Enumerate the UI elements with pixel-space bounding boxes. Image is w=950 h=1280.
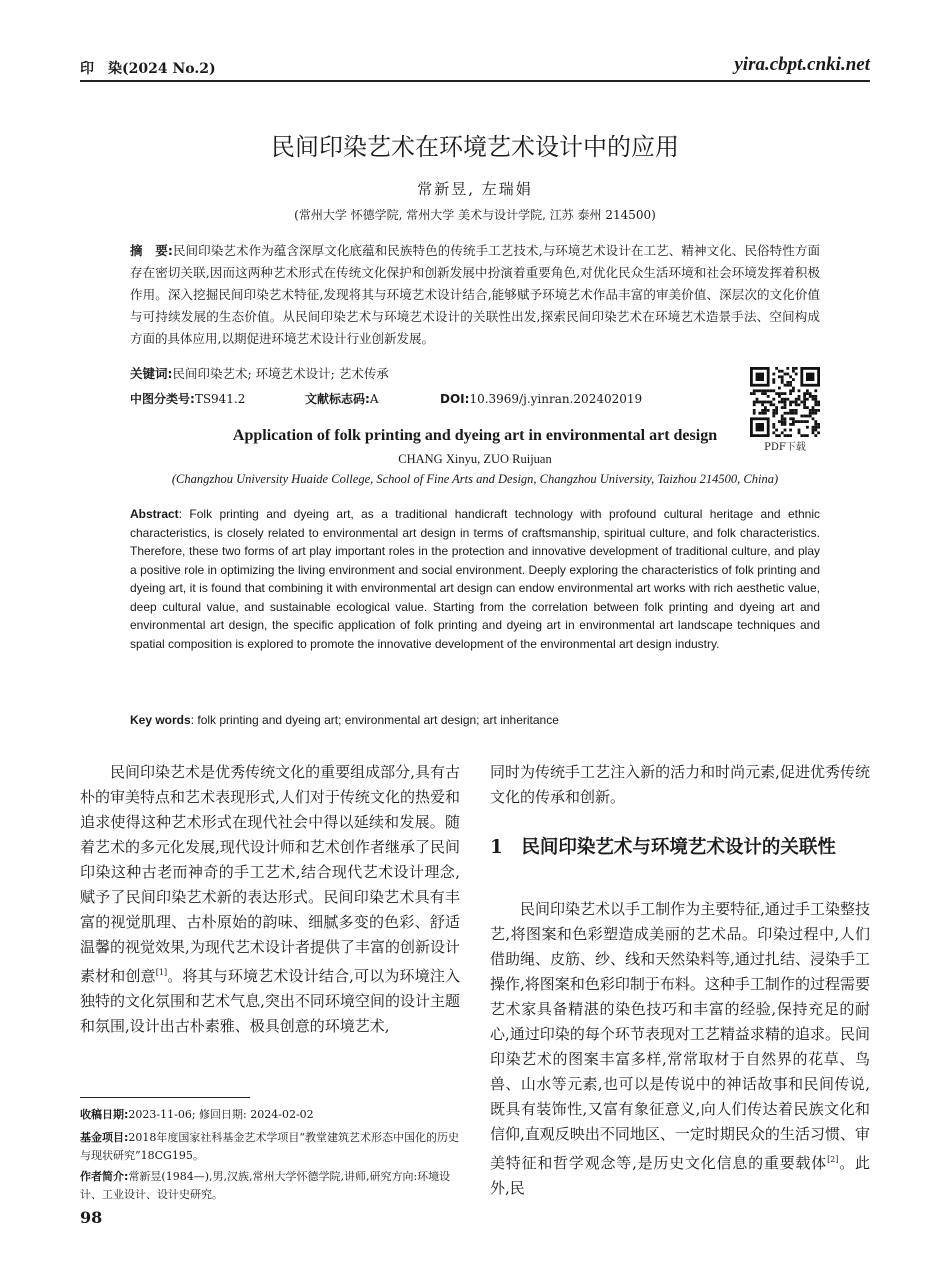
abstract-chinese-text: 民间印染艺术作为蕴含深厚文化底蕴和民族特色的传统手工艺技术,与环境艺术设计在工艺、精神文化、民俗特性方面存在密切关联,因而这两种艺术形式在传统文化保护和创新发展中扮演着重要角色,对优化民众生活环境和社会环境发挥着积极作用。深入挖掘民间印染艺术特征,发现将其与环境艺术设计结合,能够赋予环境艺术作品丰富的审美价值、深层次的文化价值与可持续发展的生态价值。从民间印染艺术与环境艺术设计的关联性出发,探索民间印染艺术在环境艺术造景手法、空间构成方面的具体应用,以期促进环境艺术设计行业创新发展。	[130, 243, 820, 346]
affiliation-english: (Changzhou University Huaide College, School of Fine Arts and Design, Changzhou University, Taizhou 214500, China)	[171, 472, 779, 486]
fund-label: 基金项目:	[80, 1131, 129, 1144]
citation-2[interactable]: [2]	[827, 1155, 839, 1164]
section-heading-1: 1 民间印染艺术与环境艺术设计的关联性	[490, 837, 836, 858]
doc-code-value: A	[369, 392, 379, 406]
footnote-rule	[80, 1097, 250, 1098]
affiliation-chinese: (常州大学 怀德学院, 常州大学 美术与设计学院, 江苏 泰州 214500)	[294, 208, 656, 222]
doi-label: DOI:	[440, 392, 470, 406]
header-rule	[80, 80, 870, 82]
abstract-chinese-label: 摘 要:	[130, 243, 173, 258]
abstract-english-label: Abstract	[130, 507, 179, 521]
citation-1[interactable]: [1]	[155, 968, 168, 977]
footnote-author	[80, 1168, 460, 1204]
intro-text-a: 民间印染艺术是优秀传统文化的重要组成部分,具有古朴的审美特点和艺术表现形式,人们对于传统文化的热爱和追求使得这种艺术形式在现代社会中得以延续和发展。随着艺术的多元化发展,现代设计师和艺术创作者继承了民间印染这种古老而神奇的手工艺术,结合现代艺术设计理念,赋予了民间印染艺术新的表达形式。民间印染艺术具有丰富的视觉肌理、古朴原始的韵味、细腻多变的色彩、舒适温馨的视觉效果,为现代艺术设计者提供了丰富的创新设计素材和创意	[80, 763, 460, 985]
journal-website[interactable]: yira.cbpt.cnki.net	[734, 54, 870, 75]
received-value: 2023-11-06; 修回日期: 2024-02-02	[128, 1108, 314, 1121]
footnote-fund	[80, 1129, 460, 1165]
author-bio-value: 常新昱(1984—),男,汉族,常州大学怀德学院,讲师,研究方向:环境设计、工业设计、设计史研究。	[80, 1170, 451, 1201]
footnote-received	[80, 1106, 460, 1124]
pdf-download-label[interactable]: PDF下载	[764, 442, 806, 453]
journal-issue: 印 染(2024 No.2)	[80, 61, 216, 77]
title-english: Application of folk printing and dyeing art in environmental art design	[232, 427, 718, 444]
clc-label: 中图分类号:	[130, 392, 195, 406]
section-1-text-b: 。此外,民	[490, 1154, 870, 1197]
authors-english: CHANG Xinyu, ZUO Ruijuan	[398, 452, 552, 466]
abstract-english	[130, 505, 820, 653]
keywords-chinese	[130, 363, 820, 385]
title-chinese: 民间印染艺术在环境艺术设计中的应用	[271, 133, 679, 161]
intro-text-b: 。将其与环境艺术设计结合,可以为环境注入独特的文化氛围和艺术气息,突出不同环境空间的设计主题和氛围,设计出古朴素雅、极具创意的环境艺术,	[80, 967, 460, 1035]
abstract-english-text: : Folk printing and dyeing art, as a traditional handicraft technology with profound cultural heritage and ethnic characteristics, is closely related to environmental art design in terms of craftsmanship, spiritual culture, and folk characteristics. Therefore, these two forms of art play important roles in the protection and innovative development of traditional culture, and play a positive role in optimizing the living environment and social environment. Deeply exploring the characteristics of folk printing and dyeing art, it is found that combining it with environmental art design can endow environmental art works with rich aesthetic value, deep cultural value, and sustainable ecological value. Starting from the correlation between folk printing and dyeing art and environmental art design, the specific application of folk printing and dyeing art in environmental art landscape techniques and spatial composition is explored to promote the innovative development of the environmental art design industry.	[130, 507, 820, 651]
keywords-english	[130, 713, 559, 727]
doc-code-label: 文献标志码:	[305, 392, 370, 406]
author-bio-label: 作者简介:	[80, 1170, 129, 1183]
page-number: 98	[80, 1208, 103, 1227]
body-paragraph-continued: 同时为传统手工艺注入新的活力和时尚元素,促进优秀传统文化的传承和创新。	[490, 763, 870, 806]
abstract-chinese	[130, 240, 820, 350]
keywords-english-label: Key words	[130, 713, 191, 727]
received-label: 收稿日期:	[80, 1108, 129, 1121]
clc-value: TS941.2	[194, 392, 246, 406]
fund-value: 2018年度国家社科基金艺术学项目“教堂建筑艺术形态中国化的历史与现状研究”18CG195。	[80, 1131, 460, 1162]
keywords-english-text: : folk printing and dyeing art; environmental art design; art inheritance	[190, 713, 559, 727]
doi-value[interactable]: 10.3969/j.yinran.202402019	[469, 392, 643, 406]
authors-chinese: 常新昱, 左瑞娟	[417, 180, 533, 198]
section-1-text-a: 民间印染艺术以手工制作为主要特征,通过手工染整技艺,将图案和色彩塑造成美丽的艺术品。印染过程中,人们借助绳、皮筋、纱、线和天然染料等,通过扎结、浸染手工操作,将图案和色彩印制于布料。这种手工制作的过程需要艺术家具备精湛的染色技巧和丰富的经验,保持充足的耐心,通过印染的每个环节表现对工艺精益求精的追求。民间印染艺术的图案丰富多样,常常取材于自然界的花草、鸟兽、山水等元素,也可以是传说中的神话故事和民间传说,既具有装饰性,又富有象征意义,向人们传达着民族文化和信仰,直观反映出不同地区、一定时期民众的生活习惯、审美特征和哲学观念等,是历史文化信息的重要载体	[490, 900, 870, 1172]
classification-row	[130, 390, 642, 407]
body-paragraph-section-1	[490, 897, 870, 1201]
keywords-chinese-text: 民间印染艺术; 环境艺术设计; 艺术传承	[172, 366, 389, 381]
body-paragraph-intro	[80, 760, 460, 1039]
keywords-chinese-label: 关键词:	[130, 366, 173, 381]
